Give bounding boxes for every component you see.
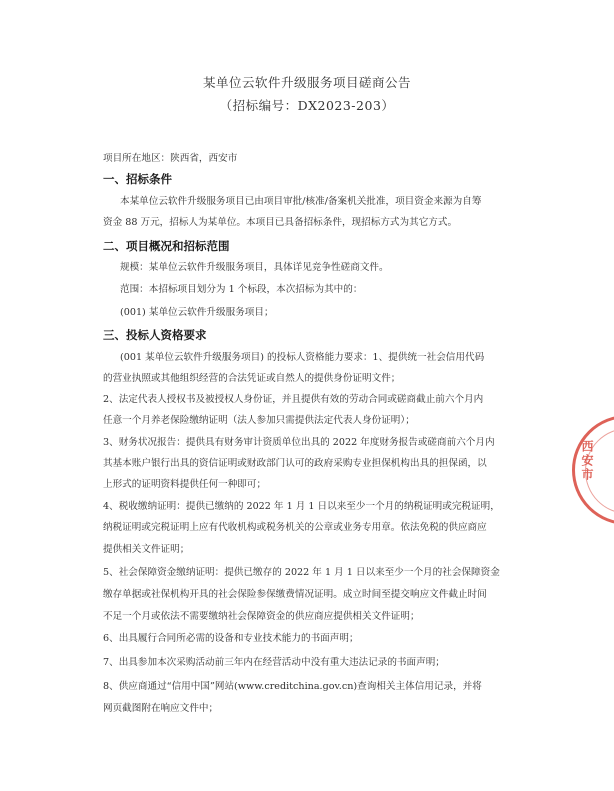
- section-heading-3: 三、投标人资格要求: [103, 328, 207, 342]
- section-3-line-17: 网页截图附在响应文件中；: [103, 703, 219, 714]
- section-3-line-9: 纳税证明或完税证明上应有代收机构或税务机关的公章或业务专用章。依法免税的供应商应: [103, 522, 487, 533]
- seal-text: 西安市: [580, 440, 594, 482]
- section-2-line-2: 范围：本招标项目划分为 1 个标段，本次招标为其中的：: [120, 284, 363, 295]
- section-3-line-12: 缴存单据或社保机构开具的社会保险参保缴费情况证明。成立时间至提交响应文件截止时间: [103, 589, 487, 600]
- section-1-line-2: 资金 88 万元，招标人为某单位。本项目已具备招标条件，现招标方式为其它方式。: [103, 217, 458, 228]
- document-subtitle: （招标编号：DX2023-203）: [219, 98, 395, 113]
- section-heading-2: 二、项目概况和招标范围: [103, 239, 230, 253]
- section-3-line-4: 任意一个月养老保险缴纳证明（法人参加只需提供法定代表人身份证明）；: [103, 415, 415, 426]
- project-location: 项目所在地区：陕西省，西安市: [103, 153, 238, 164]
- section-3-line-5: 3、财务状况报告：提供具有财务审计资质单位出具的 2022 年度财务报告或磋商前六个月内: [103, 437, 495, 448]
- section-3-line-13: 不足一个月或依法不需要缴纳社会保障资金的供应商应提供相关文件证明；: [103, 611, 420, 622]
- section-3-line-3: 2、法定代表人授权书及被授权人身份证，并且提供有效的劳动合同或磋商截止前六个月内: [103, 394, 484, 405]
- section-heading-1: 一、招标条件: [103, 172, 172, 186]
- section-1-line-1: 本某单位云软件升级服务项目已由项目审批/核准/备案机关批准，项目资金来源为自筹: [120, 196, 482, 207]
- official-seal: [572, 415, 614, 525]
- document-title: 某单位云软件升级服务项目磋商公告: [202, 75, 411, 90]
- section-3-line-8: 4、税收缴纳证明：提供已缴纳的 2022 年 1 月 1 日以来至少一个月的纳税证明或完税证明，: [103, 501, 500, 512]
- section-3-line-11: 5、社会保障资金缴纳证明：提供已缴存的 2022 年 1 月 1 日以来至少一个月的社会保障资金: [103, 567, 500, 578]
- section-2-line-3: (001) 某单位云软件升级服务项目；: [120, 307, 274, 318]
- section-3-line-14: 6、出具履行合同所必需的设备和专业技术能力的书面声明；: [103, 633, 359, 644]
- section-3-line-15: 7、出具参加本次采购活动前三年内在经营活动中没有重大违法记录的书面声明；: [103, 657, 445, 668]
- section-3-line-2: 的营业执照或其他组织经营的合法凭证或自然人的提供身份证明文件；: [103, 373, 401, 384]
- section-3-line-6: 其基本账户银行出具的资信证明或财政部门认可的政府采购专业担保机构出具的担保函，以: [103, 458, 487, 469]
- section-3-line-10: 提供相关文件证明；: [103, 544, 190, 555]
- section-3-line-7: 上形式的证明资料提供任何一种即可；: [103, 479, 267, 490]
- section-3-line-1: (001 某单位云软件升级服务项目) 的投标人资格能力要求：1、提供统一社会信用代码: [120, 352, 485, 363]
- section-2-line-1: 规模：某单位云软件升级服务项目，具体详见竞争性磋商文件。: [120, 262, 389, 273]
- section-3-line-16: 8、供应商通过“信用中国”网站(www.creditchina.gov.cn)查询相关主体信用记录，并将: [103, 681, 482, 692]
